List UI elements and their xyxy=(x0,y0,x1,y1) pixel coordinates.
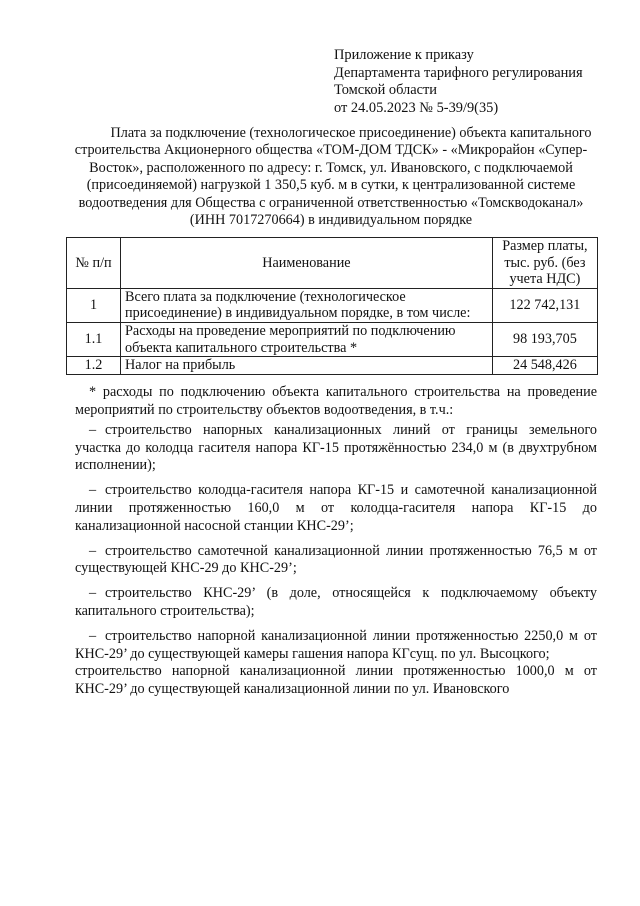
row-name: Налог на прибыль xyxy=(121,357,493,375)
table-row xyxy=(67,288,598,322)
header-line-4: от 24.05.2023 № 5-39/9(35) xyxy=(334,99,499,116)
footnote-item xyxy=(75,482,597,535)
table-row xyxy=(67,322,598,356)
header-num: № п/п xyxy=(67,238,121,289)
footnote-item xyxy=(75,543,597,578)
footnote-item-text: строительство напорных канализационных линий от границы земельного участка до колодца гасителя напора КГ-15 протяжённостью 234,0 м (в двухтрубном исполнении); xyxy=(75,422,597,474)
row-num: 1.1 xyxy=(67,322,121,356)
title-line: (ИНН 7017270664) в индивидуальном порядке xyxy=(189,212,473,229)
title-line: Плата за подключение (технологическое присоединение) объекта капитального xyxy=(110,125,592,141)
dash-bullet: – xyxy=(89,628,97,645)
header-line-2: Департамента тарифного регулирования xyxy=(334,64,583,81)
footnote-item xyxy=(75,585,597,620)
header-line-1: Приложение к приказу xyxy=(334,47,474,63)
header-name: Наименование xyxy=(121,238,493,289)
table-row xyxy=(67,357,598,375)
footnote-item-text: строительство КНС-29’ (в доле, относящейся к подключаемому объекту капитального строительства); xyxy=(75,585,597,620)
row-name: Расходы на проведение мероприятий по подключению объекта капитального строительства * xyxy=(121,322,493,356)
dash-bullet: – xyxy=(89,585,97,602)
dash-bullet: – xyxy=(89,422,97,439)
table-header-row xyxy=(67,238,598,289)
row-num: 1 xyxy=(67,288,121,322)
footnote-intro: * расходы по подключению объекта капитального строительства на проведение мероприятий по строительству объектов водоотведения, в т.ч.: xyxy=(75,384,597,418)
dash-bullet: – xyxy=(89,542,97,559)
title-line: (присоединяемой) нагрузкой 1 350,5 куб. м в сутки, к централизованной системе xyxy=(86,177,576,194)
order-appendix-header xyxy=(334,47,583,117)
header-line-3: Томской области xyxy=(334,82,437,98)
footnote-item xyxy=(75,628,597,663)
footnote-last-item: строительство напорной канализационной линии протяженностью 1000,0 м от КНС-29’ до существующей канализационной линии по ул. Ивановского xyxy=(75,663,597,697)
row-num: 1.2 xyxy=(67,357,121,375)
dash-bullet: – xyxy=(89,482,97,499)
footnote-item-text: строительство напорной канализационной линии протяженностью 2250,0 м от КНС-29’ до существующей камеры гашения напора КГсущ. по ул. Высоцкого; xyxy=(75,628,597,662)
row-sum: 98 193,705 xyxy=(492,322,597,356)
document-title xyxy=(66,125,596,229)
footnote-item-text: строительство самотечной канализационной линии протяженностью 76,5 м от существующей КНС-29 до КНС-29’; xyxy=(75,542,597,577)
title-line: строительства Акционерного общества «ТОМ-ДОМ ТДСК» - «Микрорайон «Супер- xyxy=(74,142,588,159)
fee-table xyxy=(66,237,598,375)
row-sum: 122 742,131 xyxy=(492,288,597,322)
footnote-item xyxy=(75,422,597,475)
row-name: Всего плата за подключение (технологическое присоединение) в индивидуальном порядке, в том числе: xyxy=(121,288,493,322)
footnote-item-text: строительство колодца-гасителя напора КГ-15 и самотечной канализационной линии протяженностью 160,0 м от колодца-гасителя напора КГ-15 до канализационной насосной станции КНС-29’; xyxy=(75,482,597,534)
title-line: Восток», расположенного по адресу: г. Томск, ул. Ивановского, с подключаемой xyxy=(89,159,573,176)
footnote-section xyxy=(75,384,597,699)
title-line: водоотведения для Общества с ограниченной ответственностью «Томскводоканал» xyxy=(78,194,584,211)
row-sum: 24 548,426 xyxy=(492,357,597,375)
header-sum: Размер платы, тыс. руб. (без учета НДС) xyxy=(492,238,597,289)
